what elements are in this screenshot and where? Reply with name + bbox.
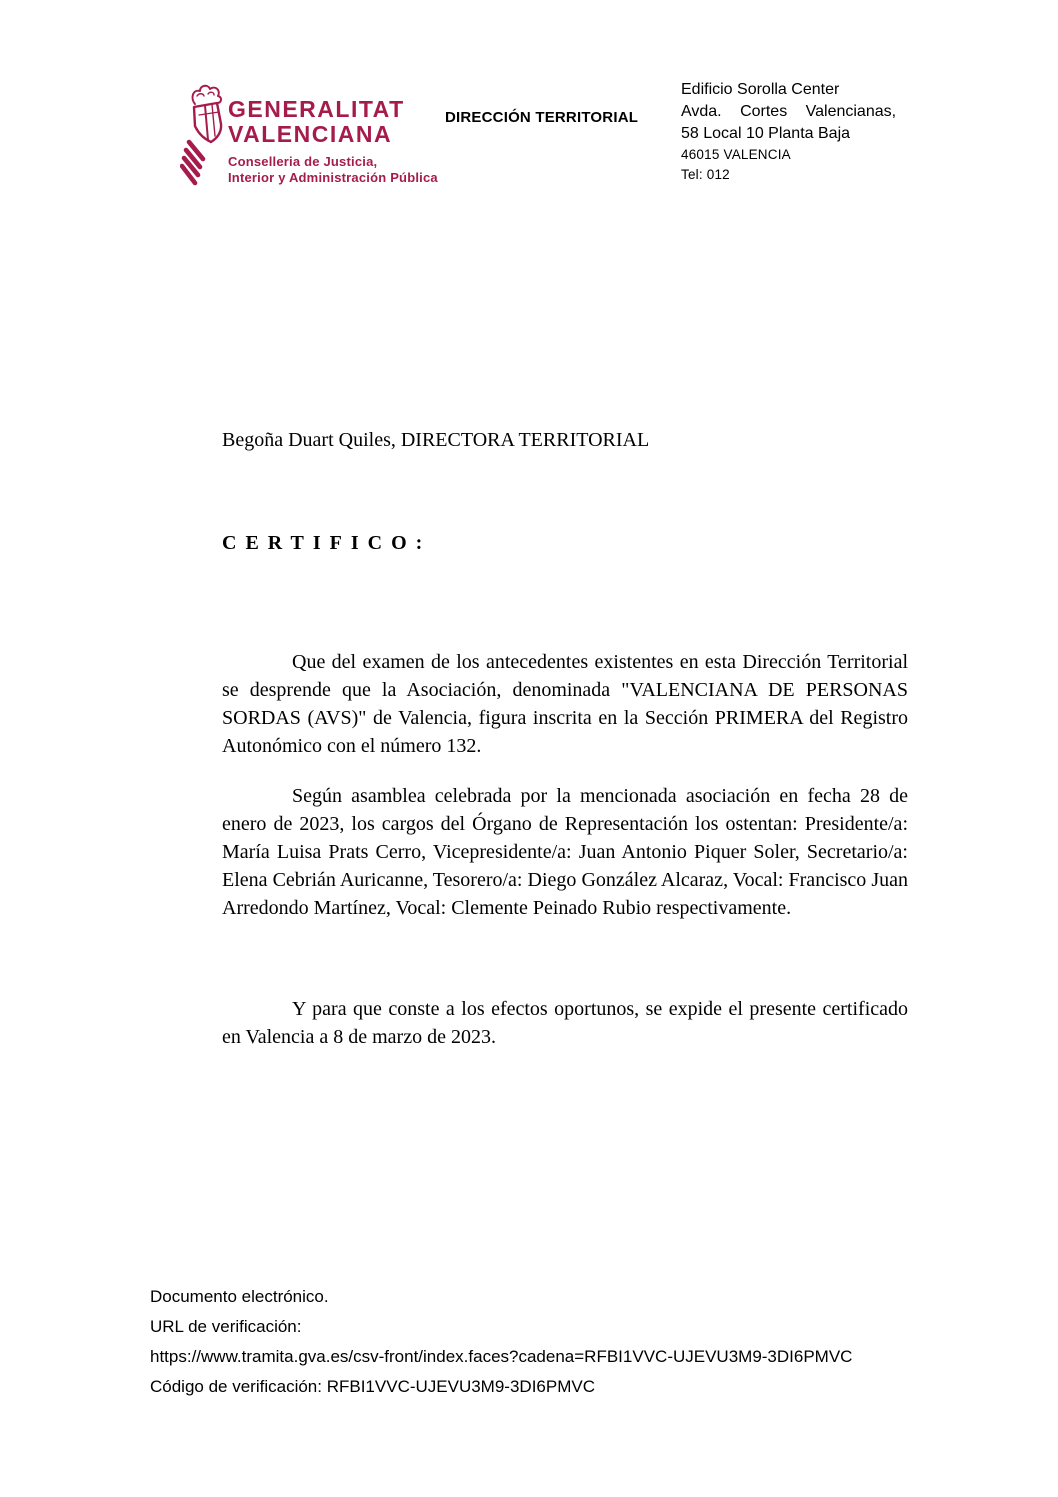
address-line-building: Edificio Sorolla Center: [681, 81, 840, 98]
logo-org-line2: VALENCIANA: [228, 121, 393, 147]
footer-verification-url: https://www.tramita.gva.es/csv-front/index.faces?cadena=RFBI1VVC-UJEVU3M9-3DI6PMVC: [150, 1347, 853, 1366]
signatory-line: Begoña Duart Quiles, DIRECTORA TERRITORIAL: [222, 429, 650, 451]
logo-wordmark: [228, 97, 438, 186]
paragraph-closing: Y para que conste a los efectos oportunos, se expide el presente certificado en Valencia a 8 de marzo de 2023.: [222, 998, 908, 1048]
footer-verification-code: Código de verificación: RFBI1VVC-UJEVU3M9-3DI6PMVC: [150, 1377, 595, 1396]
certify-heading: CERTIFICO:: [222, 532, 432, 554]
paragraph-board-members: Según asamblea celebrada por la mencionada asociación en fecha 28 de enero de 2023, los cargos del Órgano de Representación los ostentan: Presidente/a: María Luisa Prats Cerro, Vicepresidente/a: Juan Antonio Piquer Soler, Secretario/a: Elena Cebrián Auricanne, Tesorero/a: Diego González Alcaraz, Vocal: Francisco Juan Arredondo Martínez, Vocal: Clemente Peinado Rubio respectivamente.: [222, 785, 908, 919]
footer-electronic-document: Documento electrónico.: [150, 1287, 329, 1306]
office-title: DIRECCIÓN TERRITORIAL: [445, 109, 639, 126]
generalitat-emblem-icon: [180, 82, 228, 195]
verification-footer: [150, 1282, 852, 1402]
address-line-city: 46015 VALENCIA: [681, 147, 791, 162]
address-block: [681, 79, 921, 185]
logo-org-line1: GENERALITAT: [228, 96, 405, 122]
footer-verification-url-label: URL de verificación:: [150, 1317, 302, 1336]
logo-department: [228, 154, 438, 186]
address-line-street: Avda. Cortes Valencianas,: [681, 103, 897, 120]
logo-dept-line1: Conselleria de Justicia,: [228, 154, 378, 169]
address-line-phone: Tel: 012: [681, 167, 730, 182]
paragraph-registration: Que del examen de los antecedentes existentes en esta Dirección Territorial se desprende que la Asociación, denominada "VALENCIANA DE PERSONAS SORDAS (AVS)" de Valencia, figura inscrita en la Sección PRIMERA del Registro Autonómico con el número 132.: [222, 651, 908, 757]
address-line-local: 58 Local 10 Planta Baja: [681, 125, 851, 142]
logo-dept-line2: Interior y Administración Pública: [228, 170, 438, 185]
